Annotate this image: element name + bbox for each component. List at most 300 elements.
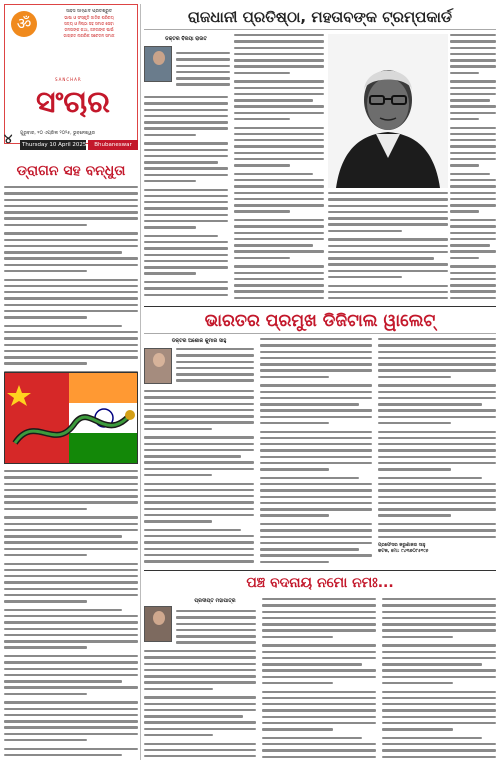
text-line (450, 40, 496, 42)
text-line (4, 680, 122, 682)
text-line (262, 636, 333, 638)
byline-name: ଡକ୍ଟର ବିଜୟା ରାଉତ (165, 36, 207, 42)
text-line (450, 272, 496, 274)
text-line (144, 529, 241, 531)
text-line (450, 297, 496, 299)
text-line (260, 397, 372, 399)
text-line (4, 199, 138, 201)
text-line (234, 87, 324, 89)
article-column (144, 96, 228, 300)
text-line (234, 158, 324, 160)
article-column (378, 338, 496, 538)
text-line (382, 676, 496, 678)
text-line (144, 235, 218, 237)
text-line (378, 391, 496, 393)
text-line (260, 496, 372, 498)
text-line (378, 422, 451, 424)
text-line (144, 715, 243, 717)
text-line (378, 403, 482, 405)
text-line (450, 192, 496, 194)
text-block (262, 598, 376, 760)
text-line (262, 629, 376, 631)
text-line (144, 155, 228, 157)
text-line (382, 623, 496, 625)
text-line (260, 561, 329, 563)
page-number: ୪ (4, 132, 13, 147)
text-line (382, 756, 496, 758)
text-line (144, 294, 228, 296)
masthead-lines (43, 9, 135, 39)
text-line (234, 244, 313, 246)
text-line (144, 709, 256, 711)
text-line (234, 198, 324, 200)
text-line (382, 716, 496, 718)
text-line (4, 325, 122, 327)
text-line (4, 316, 87, 318)
text-line (450, 238, 496, 240)
text-line (328, 285, 448, 287)
text-line (260, 384, 372, 386)
text-line (176, 623, 256, 625)
text-line (4, 362, 87, 364)
text-line (260, 483, 372, 485)
text-line (234, 40, 324, 42)
text-line (450, 34, 496, 36)
text-line (234, 238, 324, 240)
text-line (260, 443, 372, 445)
text-line (144, 195, 228, 197)
text-line (382, 617, 496, 619)
text-line (382, 651, 496, 653)
text-line (176, 77, 230, 79)
text-line (4, 615, 138, 617)
text-line (382, 663, 482, 665)
text-line (234, 34, 324, 36)
text-line (234, 164, 290, 166)
text-line (4, 350, 138, 352)
masthead-line: ଜାଗ୍ରତ ନାଗରିକ ସଚେତନ ସମାଜ (63, 33, 115, 38)
city-label: Bhubaneswar (88, 140, 138, 150)
text-line (234, 59, 324, 61)
author-signature (378, 542, 496, 568)
text-line (144, 703, 256, 705)
text-line (4, 232, 138, 234)
date-odia: ଗୁରୁବାର, ୧୦ ଏପ୍ରିଲ ୨୦୨୫, ଭୁବନେଶ୍ୱର (20, 131, 96, 136)
text-line (144, 728, 256, 730)
portrait-photo (328, 34, 448, 188)
text-line (382, 644, 496, 646)
text-line (260, 431, 372, 433)
masthead-line: ସାହସ ସମ୍ପାଦ ପ୍ରତିଶ୍ରୁତି (65, 9, 113, 14)
text-line (378, 468, 451, 470)
text-line (144, 428, 212, 430)
text-line (144, 109, 228, 111)
byline-name: ଡକ୍ଟର ଅଶୋକ କୁମାର ସାହୁ (171, 338, 227, 344)
text-line (234, 133, 324, 135)
text-line (144, 281, 228, 283)
text-line (4, 739, 87, 741)
text-line (4, 686, 138, 688)
text-line (4, 285, 138, 287)
text-block (144, 390, 254, 566)
text-line (450, 265, 496, 267)
text-line (260, 462, 372, 464)
text-line (144, 266, 228, 268)
text-line (234, 210, 290, 212)
text-line (144, 174, 228, 176)
text-line (144, 415, 254, 417)
text-line (382, 682, 453, 684)
text-line (328, 217, 448, 219)
text-line (144, 403, 254, 405)
text-line (176, 348, 254, 350)
text-line (176, 635, 256, 637)
text-line (234, 99, 313, 101)
text-line (382, 749, 496, 751)
text-line (450, 139, 496, 141)
text-line (144, 287, 228, 289)
text-line (234, 47, 324, 49)
text-line (4, 714, 138, 716)
text-line (144, 161, 218, 163)
portrait-illustration (328, 34, 448, 188)
text-line (176, 52, 230, 54)
text-block (260, 338, 372, 566)
text-line (378, 529, 496, 531)
text-line (262, 728, 333, 730)
text-line (144, 675, 256, 677)
text-line (328, 245, 448, 247)
text-line (378, 351, 496, 353)
text-line (260, 422, 329, 424)
text-line (450, 80, 496, 82)
text-line (260, 508, 372, 510)
text-line (234, 219, 324, 221)
text-line (382, 728, 453, 730)
text-line (378, 344, 496, 346)
text-line (144, 688, 213, 690)
middle-headline: ଭାରତର ପ୍ରମୁଖ ଡିଜିଟାଲ ୱାଲେଟ୍ (144, 306, 496, 334)
text-line (234, 290, 324, 292)
text-line (234, 127, 324, 129)
text-line (378, 409, 496, 411)
text-line (260, 363, 372, 365)
text-line (260, 456, 372, 458)
text-line (234, 192, 324, 194)
text-line (378, 357, 496, 359)
text-block (4, 186, 138, 374)
text-block (176, 610, 256, 646)
text-line (144, 483, 254, 485)
text-line (144, 189, 228, 191)
text-line (450, 198, 496, 200)
text-line (4, 337, 138, 339)
text-line (4, 239, 138, 241)
text-line (144, 468, 254, 470)
article-column (260, 338, 372, 566)
text-line (450, 173, 490, 175)
text-line (328, 230, 402, 232)
text-line (262, 749, 376, 751)
left-headline: ଡ୍ରାଗନ ସହ ବନ୍ଧୁତା (16, 163, 126, 179)
text-line (260, 338, 372, 340)
text-line (144, 396, 254, 398)
text-line (382, 629, 496, 631)
text-line (234, 145, 324, 147)
text-line (176, 71, 230, 73)
text-block (234, 34, 324, 300)
text-line (378, 508, 496, 510)
text-line (144, 455, 241, 457)
text-line (4, 508, 87, 510)
text-line (4, 297, 138, 299)
text-line (144, 115, 228, 117)
text-line (328, 205, 448, 207)
text-line (450, 53, 496, 55)
text-line (4, 264, 138, 266)
text-line (260, 369, 372, 371)
text-line (234, 112, 324, 114)
text-line (144, 409, 254, 411)
text-line (4, 634, 138, 636)
middle-article (144, 306, 496, 568)
text-line (260, 542, 372, 544)
text-line (144, 254, 228, 256)
text-line (4, 600, 87, 602)
text-line (260, 344, 372, 346)
text-line (378, 397, 496, 399)
left-article (4, 160, 138, 760)
text-line (234, 53, 324, 55)
article-column (144, 650, 256, 760)
bottom-headline: ପଞ୍ଚ ବଦନାୟ ନମୋ ନମଃ... (144, 570, 496, 594)
text-line (234, 272, 324, 274)
text-line (144, 548, 254, 550)
text-line (144, 696, 256, 698)
text-line (144, 721, 256, 723)
text-line (4, 483, 138, 485)
text-line (144, 436, 254, 438)
text-line (260, 449, 372, 451)
signature-place: କଟକ, ମୋ: ୯୪୩୭୦୮୫୧୯୬ (378, 549, 429, 554)
byline-name: ପ୍ରଦୀପ୍ତ ମହାପାତ୍ର (194, 598, 236, 604)
text-line (378, 477, 482, 479)
text-line (144, 241, 228, 243)
text-line (234, 139, 324, 141)
text-line (450, 152, 496, 154)
text-line (382, 709, 496, 711)
text-line (260, 554, 372, 556)
text-line (262, 703, 376, 705)
text-line (382, 743, 496, 745)
text-line (4, 655, 138, 657)
text-line (328, 291, 448, 293)
text-line (450, 232, 496, 234)
text-block (176, 348, 254, 386)
text-line (4, 516, 138, 518)
text-line (234, 265, 324, 267)
text-line (176, 83, 230, 85)
text-line (144, 127, 228, 129)
text-line (144, 449, 254, 451)
text-line (262, 697, 376, 699)
text-block (176, 52, 230, 90)
text-line (378, 376, 451, 378)
text-line (4, 217, 138, 219)
text-line (144, 167, 228, 169)
text-line (328, 251, 448, 253)
text-line (378, 449, 496, 451)
text-line (144, 149, 228, 151)
masthead-line: ଭାଷା ଓ ସଂସ୍କୃତି ଜାତିର ପରିଚୟ (64, 15, 114, 20)
text-line (234, 204, 324, 206)
article-column (450, 34, 496, 300)
text-block (328, 192, 448, 300)
text-line (4, 548, 138, 550)
text-line (234, 284, 324, 286)
text-line (378, 416, 496, 418)
text-line (4, 668, 138, 670)
text-line (234, 93, 324, 95)
text-line (234, 297, 324, 299)
text-line (234, 118, 290, 120)
masthead (4, 4, 138, 144)
text-line (4, 640, 138, 642)
text-line (4, 523, 138, 525)
text-block (382, 598, 496, 760)
text-line (4, 186, 138, 188)
text-line (144, 489, 254, 491)
text-line (262, 691, 376, 693)
text-line (450, 204, 496, 206)
text-line (260, 489, 372, 491)
text-line (260, 409, 372, 411)
text-line (262, 644, 376, 646)
text-line (144, 272, 196, 274)
text-line (144, 96, 228, 98)
text-line (4, 495, 138, 497)
text-line (144, 755, 256, 757)
text-line (378, 431, 496, 433)
text-line (144, 134, 196, 136)
masthead-line: ଜନତାଙ୍କ କଥା, ଜନତାଙ୍କ ପାଇଁ (64, 27, 114, 32)
text-line (4, 501, 138, 503)
text-line (144, 749, 256, 751)
text-line (260, 536, 372, 538)
text-line (4, 733, 138, 735)
text-line (262, 737, 362, 739)
text-line (144, 421, 254, 423)
text-line (260, 548, 359, 550)
text-line (176, 65, 230, 67)
text-line (450, 133, 496, 135)
text-line (262, 682, 333, 684)
text-line (450, 219, 496, 221)
paper-name-latin: SANCHAR (55, 77, 82, 82)
text-line (262, 617, 376, 619)
dateline (4, 126, 138, 156)
text-line (144, 514, 254, 516)
text-line (382, 611, 496, 613)
text-line (4, 291, 138, 293)
text-line (328, 297, 448, 299)
text-line (144, 180, 196, 182)
top-right-article (144, 4, 496, 304)
text-line (262, 663, 362, 665)
text-block (144, 650, 256, 760)
signature-name: ପ୍ରଫେସର କରୁଣାକର ସାହୁ (378, 543, 426, 548)
text-line (144, 663, 256, 665)
om-icon: ॐ (11, 11, 37, 37)
text-line (378, 462, 496, 464)
text-line (450, 93, 496, 95)
text-line (262, 604, 376, 606)
text-line (176, 354, 254, 356)
text-line (176, 616, 256, 618)
text-line (144, 495, 254, 497)
text-line (4, 575, 138, 577)
text-line (450, 290, 496, 292)
text-line (234, 65, 324, 67)
text-line (144, 220, 228, 222)
text-line (4, 726, 138, 728)
text-block (4, 470, 138, 760)
text-line (328, 223, 448, 225)
text-line (144, 541, 254, 543)
text-line (234, 278, 324, 280)
text-line (4, 470, 138, 472)
text-line (262, 722, 376, 724)
text-line (378, 514, 451, 516)
text-line (144, 535, 254, 537)
text-line (450, 59, 496, 61)
text-line (234, 185, 324, 187)
text-line (260, 416, 372, 418)
text-line (144, 207, 228, 209)
text-line (4, 251, 122, 253)
article-column (176, 52, 230, 90)
text-line (176, 641, 256, 643)
text-line (378, 384, 496, 386)
left-article-body (4, 470, 138, 760)
text-line (328, 257, 434, 259)
text-line (450, 185, 496, 187)
text-line (144, 669, 256, 671)
text-line (260, 391, 372, 393)
text-line (234, 80, 324, 82)
text-line (450, 158, 496, 160)
text-line (260, 477, 359, 479)
text-line (4, 754, 122, 756)
text-line (378, 489, 496, 491)
article-column (176, 610, 256, 646)
text-line (328, 238, 448, 240)
text-line (176, 629, 256, 631)
text-line (260, 502, 372, 504)
text-line (450, 65, 496, 67)
text-line (144, 554, 254, 556)
text-line (4, 594, 138, 596)
text-line (4, 529, 138, 531)
text-line (450, 127, 496, 129)
text-line (262, 743, 376, 745)
text-line (260, 468, 329, 470)
text-line (4, 489, 138, 491)
text-line (4, 310, 138, 312)
text-line (176, 58, 230, 60)
text-line (4, 304, 138, 306)
text-line (262, 709, 376, 711)
